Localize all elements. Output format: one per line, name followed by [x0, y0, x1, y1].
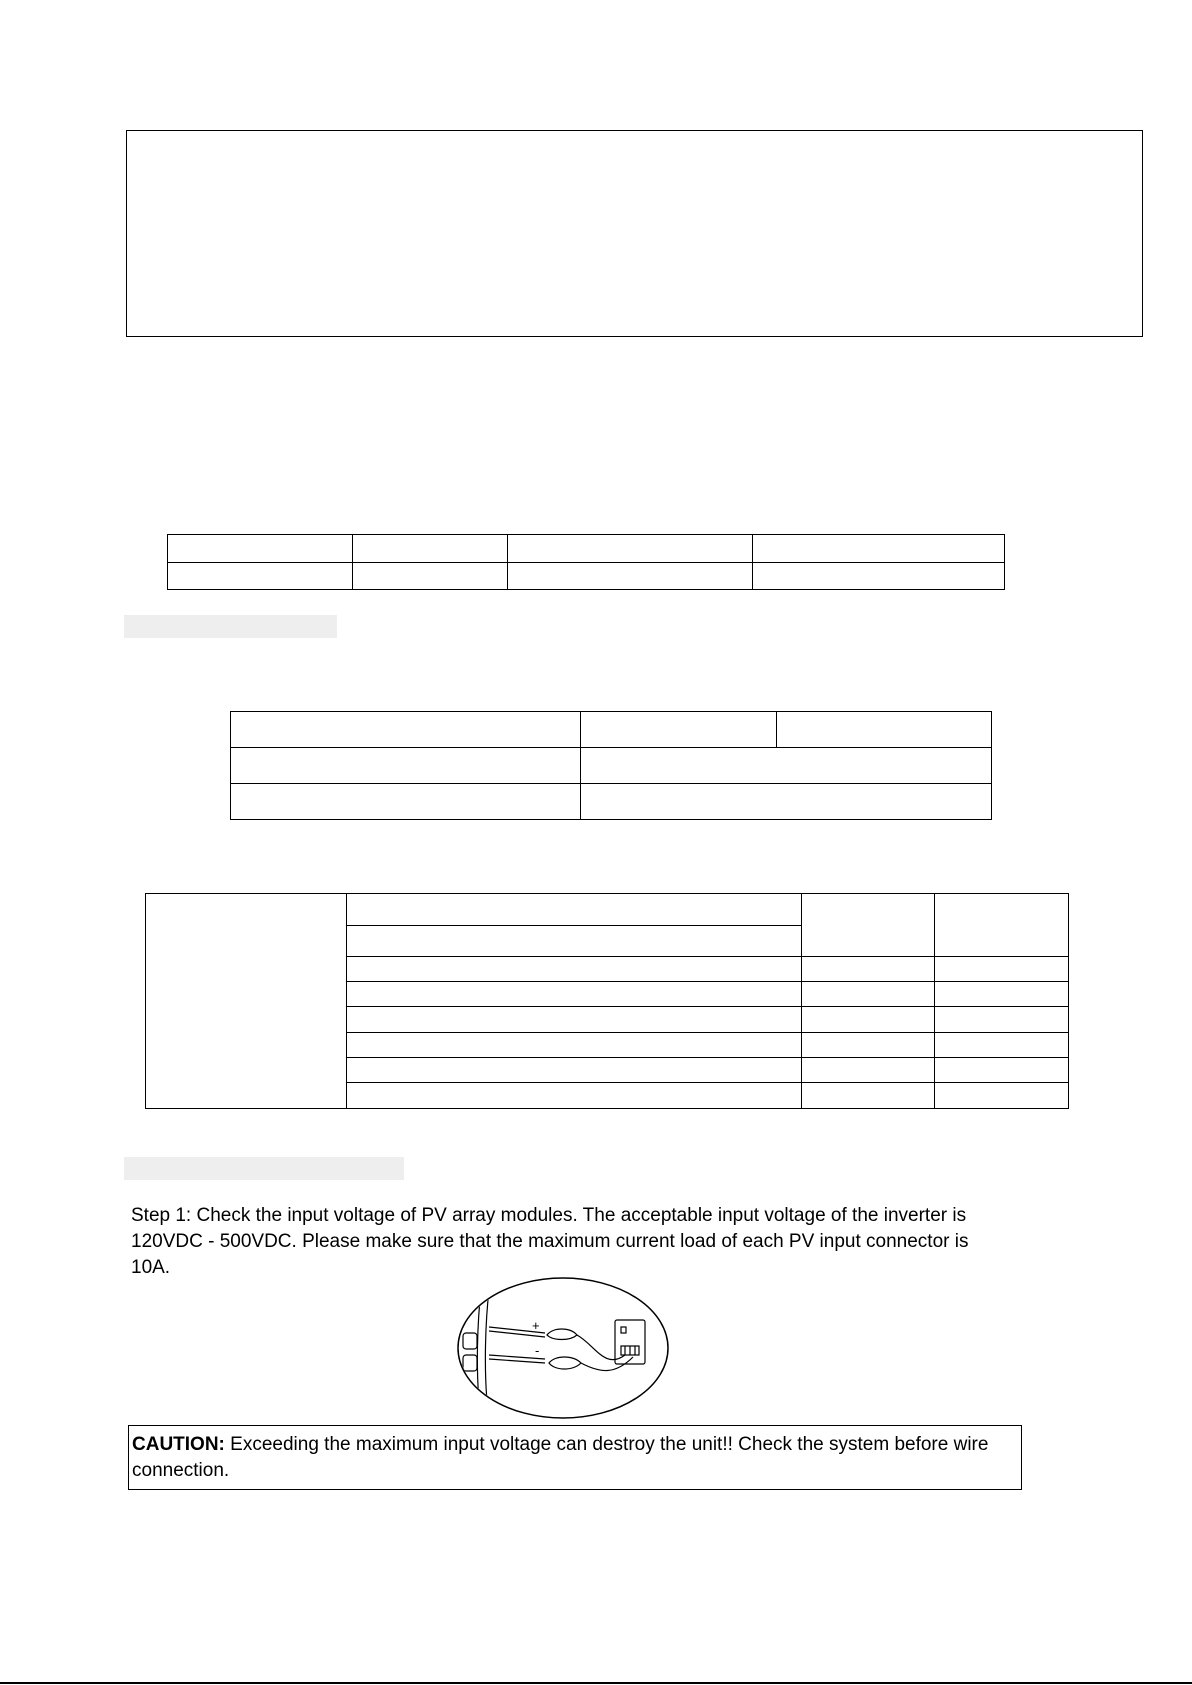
- table-row: [231, 784, 992, 820]
- top-note-box: [126, 130, 1143, 337]
- caution-box: [128, 1425, 1022, 1490]
- spec-table-1: [167, 534, 1005, 590]
- caution-label: CAUTION:: [132, 1434, 225, 1455]
- table-row: [168, 562, 1005, 590]
- step-1-text: Step 1: Check the input voltage of PV array modules. The acceptable input voltage of the inverter is 120VDC - 500VDC. Please make sure that the maximum current load of each PV input connector is 10A.: [131, 1205, 969, 1278]
- caution-message: Exceeding the maximum input voltage can destroy the unit!! Check the system before wire connection.: [132, 1434, 989, 1481]
- section-heading-highlight: [124, 615, 337, 638]
- caution-text: [132, 1432, 1020, 1484]
- table-row: [231, 748, 992, 784]
- spec-table-2: [230, 711, 992, 820]
- plus-sign: +: [532, 1318, 540, 1333]
- table-row: [168, 535, 1005, 563]
- spec-table-3: [145, 893, 1069, 1109]
- table-row: [146, 894, 1069, 926]
- pv-connector-illustration: [455, 1275, 670, 1420]
- section-heading-highlight: [124, 1157, 404, 1180]
- table-row: [231, 712, 992, 748]
- minus-sign: -: [535, 1343, 540, 1358]
- page-bottom-rule: [0, 1682, 1192, 1684]
